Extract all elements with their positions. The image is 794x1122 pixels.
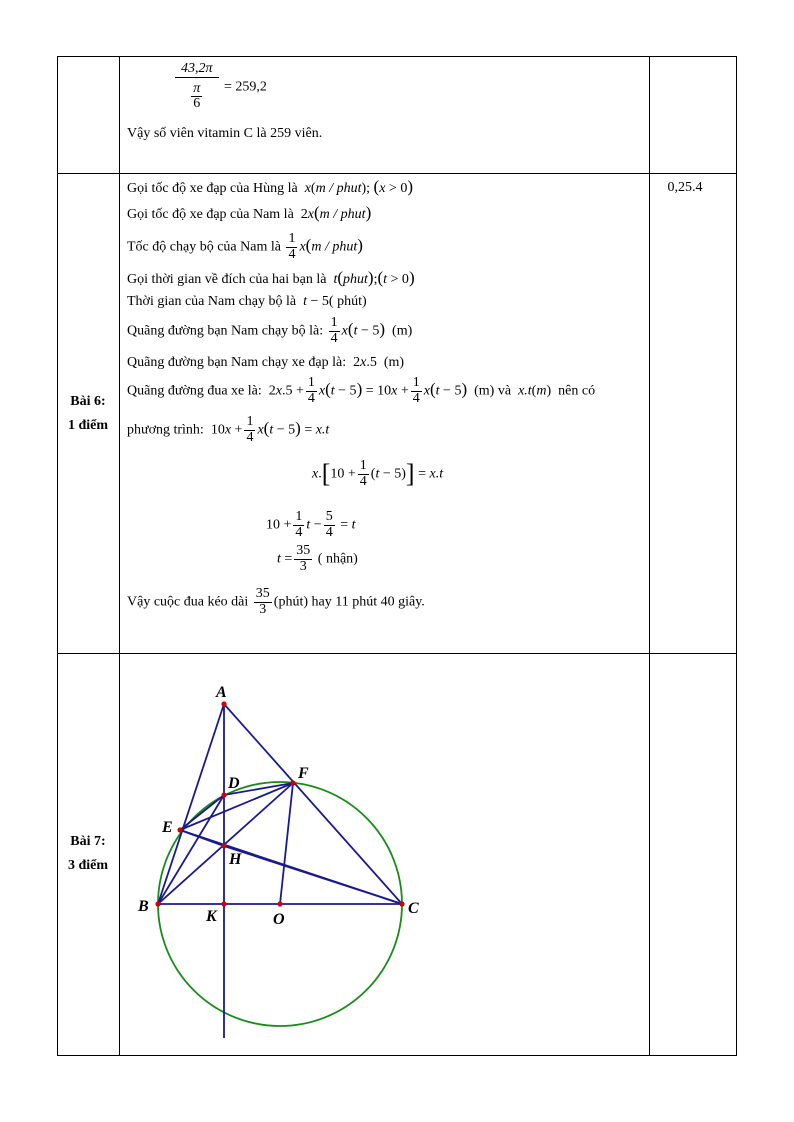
point-E [177,827,182,832]
point-label-C: C [408,900,419,917]
point-A [221,701,226,706]
point-label-H: H [229,851,242,868]
line-hung-speed: Gọi tốc độ xe đạp của Hùng là x(m / phut); (x > 0) [127,177,413,196]
point-B [155,901,160,906]
line-nam-bike-speed: Gọi tốc độ xe đạp của Nam là 2x(m / phut) [127,203,372,222]
problem-7-points: 3 điểm [67,858,109,873]
vitamin-conclusion: Vậy số viên vitamin C là 259 viên. [127,126,323,141]
line-bike-distance: Quãng đường bạn Nam chạy xe đạp là: 2x.5 (m) [127,355,405,370]
point-label-O: O [273,911,285,928]
point-K [221,901,226,906]
line-time: Gọi thời gian về đích của hai bạn là t(phut);(t > 0) [127,268,415,287]
problem-6-label: Bài 6: [70,394,106,409]
point-label-K: K [206,908,217,925]
point-label-F: F [298,765,309,782]
segment-FO [280,783,293,904]
point-label-D: D [228,775,240,792]
line-nam-run-speed: Tốc độ chạy bộ của Nam là $\frac{1}{4}$ x(m / phut) [127,231,363,262]
segment-ED [180,795,224,830]
problem-6-points: 1 điểm [67,418,109,433]
point-label-B: B [138,898,149,915]
race-conclusion: Vậy cuộc đua kéo dài $\frac{35}{3}$ (phút) hay 11 phút 40 giây. [127,586,425,617]
point-label-E: E [162,819,173,836]
line-run-distance: Quãng đường bạn Nam chạy bộ là: $\frac{1}{4}$ x(t − 5) (m) [127,315,413,346]
point-D [221,792,226,797]
inner-numerator: π [193,80,201,96]
line-race-distance: Quãng đường đua xe là: 2x.5 + $\frac{1}{4}$ x(t − 5) = 10x + $\frac{1}{4}$ x(t − 5) (m) và x.t(m) nên có [127,375,596,406]
point-O [277,901,282,906]
score-breakdown: 0,25.4 [667,180,703,195]
point-label-A: A [216,684,227,701]
point-C [399,901,404,906]
equation-result: = 259,2 [224,79,267,95]
inner-denominator: 6 [191,96,202,112]
line-run-time: Thời gian của Nam chạy bộ là t − 5( phút) [127,294,367,309]
equation-step-2: 10 + $\frac{1}{4}$ t − $\frac{5}{4}$ = t [266,509,356,540]
line-equation: phương trình: 10x + $\frac{1}{4}$ x(t − 5) = x.t [127,414,330,445]
point-H [221,843,226,848]
equation-step-3: t = $\frac{35}{3}$ ( nhận) [277,543,358,574]
frac-numerator: 43,2π [181,61,213,76]
segment-BD [158,795,224,904]
point-F [290,780,295,785]
problem-7-label: Bài 7: [70,834,106,849]
equation-step-1: x.[10 + $\frac{1}{4}$ (t − 5)] = x.t [312,458,444,489]
